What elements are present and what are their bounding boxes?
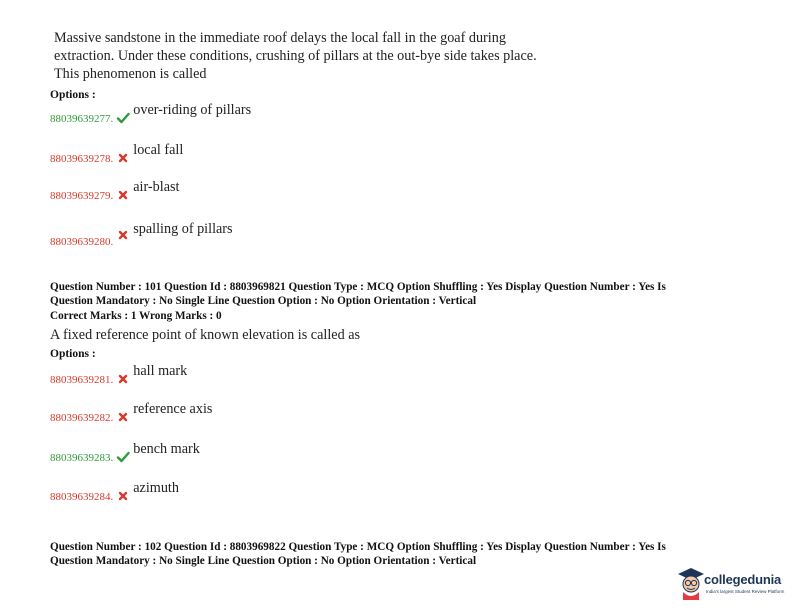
- question-text-line: This phenomenon is called: [54, 66, 207, 82]
- option-id: 88039639277.: [50, 113, 114, 125]
- option-text: hall mark: [133, 363, 188, 379]
- question-meta-line: Correct Marks : 1 Wrong Marks : 0: [50, 310, 222, 322]
- question-meta-line: Question Mandatory : No Single Line Question Option : No Option Orientation : Vertical: [50, 295, 477, 307]
- brand-logo: [676, 564, 788, 604]
- option-id: 88039639278.: [50, 153, 114, 165]
- cross-icon: [116, 411, 130, 423]
- option-text: azimuth: [133, 480, 179, 496]
- option-row: [50, 441, 200, 464]
- option-text: reference axis: [133, 401, 213, 417]
- question-meta-line: Question Number : 102 Question Id : 8803969822 Question Type : MCQ Option Shuffling : Yes Display Question Number : Yes Is: [50, 541, 666, 553]
- option-row: [50, 142, 184, 165]
- option-id: 88039639281.: [50, 374, 114, 386]
- student-mascot-icon: [676, 566, 706, 600]
- question-meta-line: Question Mandatory : No Single Line Question Option : No Option Orientation : Vertical: [50, 555, 477, 567]
- cross-icon: [116, 152, 130, 164]
- option-row: [50, 221, 233, 248]
- option-row: [50, 480, 179, 503]
- question-text: A fixed reference point of known elevation is called as: [50, 327, 361, 343]
- option-id: 88039639284.: [50, 491, 114, 503]
- cross-icon: [116, 373, 130, 385]
- option-text: air-blast: [133, 179, 180, 195]
- question-text-line: extraction. Under these conditions, crushing of pillars at the out-bye side takes place.: [54, 48, 537, 64]
- cross-icon: [116, 189, 130, 201]
- checkmark-icon: [116, 112, 130, 124]
- cross-icon: [116, 490, 130, 502]
- option-text: local fall: [133, 142, 184, 158]
- brand-name: collegedunia: [704, 572, 782, 587]
- brand-tagline: India's largest Student Review Platform: [706, 589, 785, 594]
- option-id: 88039639280.: [50, 236, 114, 248]
- option-id: 88039639283.: [50, 452, 114, 464]
- option-row: [50, 401, 213, 424]
- checkmark-icon: [116, 451, 130, 463]
- option-row: [50, 102, 252, 125]
- options-label: Options :: [50, 89, 96, 101]
- question-meta-line: Question Number : 101 Question Id : 8803969821 Question Type : MCQ Option Shuffling : Yes Display Question Number : Yes Is: [50, 281, 666, 293]
- question-text-line: Massive sandstone in the immediate roof delays the local fall in the goaf during: [54, 30, 506, 46]
- cross-icon: [116, 229, 130, 241]
- option-id: 88039639282.: [50, 412, 114, 424]
- option-text: over-riding of pillars: [133, 102, 252, 118]
- option-id: 88039639279.: [50, 190, 114, 202]
- option-row: [50, 179, 180, 202]
- option-row: [50, 363, 188, 386]
- options-label: Options :: [50, 348, 96, 360]
- option-text: bench mark: [133, 441, 200, 457]
- option-text: spalling of pillars: [133, 221, 233, 237]
